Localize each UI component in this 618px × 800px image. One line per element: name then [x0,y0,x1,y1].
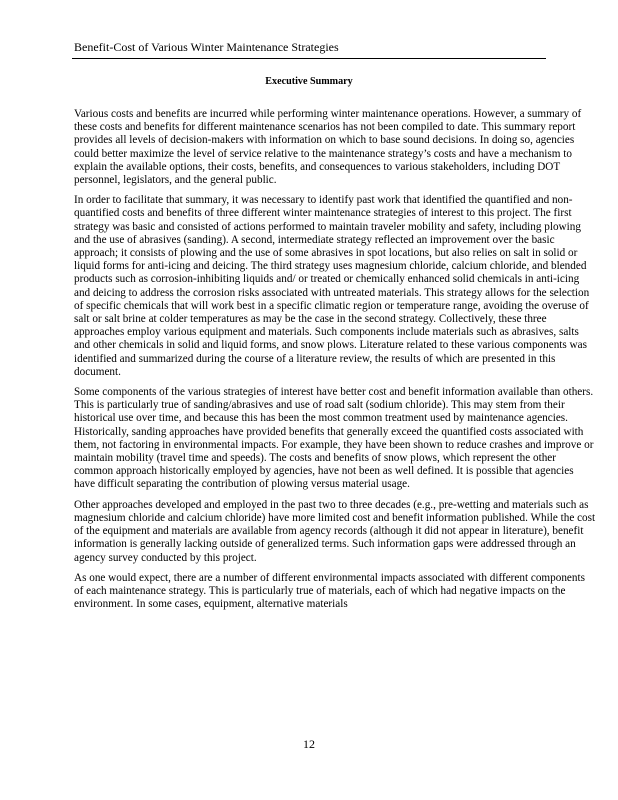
header-rule [72,58,546,59]
paragraph-1: Various costs and benefits are incurred while performing winter maintenance operations. However, a summary of these costs and benefits for different maintenance scenarios has not been compiled to date. This summary report provides all levels of decision-makers with information on which to base sound decisions. In doing so, agencies could better maximize the level of service relative to the maintenance strategy’s costs and have a mechanism to explain the available options, their costs, benefits, and consequences to various stakeholders, including DOT personnel, legislators, and the general public. [74,108,582,187]
page-number: 12 [303,737,315,751]
paragraph-2: In order to facilitate that summary, it was necessary to identify past work that identified the quantified and non-quantified costs and benefits of three different winter maintenance strategies of interest to this project. The first strategy was basic and consisted of actions performed to maintain traveler mobility and safety, including plowing and the use of abrasives (sanding). A second, intermediate strategy reflected an improvement over the basic approach; it consists of plowing and the use of some abrasives in spot locations, but also relies on salt in solid or liquid forms for anti-icing and deicing. The third strategy uses magnesium chloride, calcium chloride, and blended products such as corrosion-inhibiting liquids and/ or treated or chemically enhanced solid chemicals in anti-icing and deicing to address the corrosion risks associated with untreated materials. This strategy allows for the selection of specific chemicals that will work best in a specific climatic region or temperature range, avoiding the overuse of salt or salt brine at colder temperatures as may be the case in the second strategy. Collectively, these three approaches employ various equipment and materials. Such components include materials such as abrasives, salts and other chemicals in solid and liquid forms, and snow plows. Literature related to these various components was identified and summarized during the course of a literature review, the results of which are presented in this document. [74,194,590,378]
paragraph-4: Other approaches developed and employed in the past two to three decades (e.g., pre-wetting and materials such as magnesium chloride and calcium chloride) have more limited cost and benefit information published. While the cost of the equipment and materials are available from agency records (although it did not appear in literature), benefit information is generally lacking outside of generalized terms. Such information gaps were addressed through an agency survey conducted by this project. [74,498,596,564]
paragraph-3: Some components of the various strategies of interest have better cost and benefit information available than others. This is particularly true of sanding/abrasives and use of road salt (sodium chloride). This may stem from their historical use over time, and because this has been the most common treatment used by maintenance agencies. Historically, sanding approaches have provided benefits that generally exceed the quantified costs associated with them, not factoring in environmental impacts. For example, they have been shown to reduce crashes and improve or maintain mobility (travel time and speeds). The costs and benefits of snow plows, which represent the other common approach historically employed by agencies, have not been as well defined. It is possible that agencies have difficult separating the contribution of plowing versus material usage. [74,386,594,491]
section-title: Executive Summary [265,75,353,87]
paragraph-5: As one would expect, there are a number of different environmental impacts associated with different components of each maintenance strategy. This is particularly true of materials, each of which had negative impacts on the environment. In some cases, equipment, alternative materials [74,571,585,611]
running-header: Benefit-Cost of Various Winter Maintenance Strategies [74,40,339,54]
body-text [74,108,596,618]
